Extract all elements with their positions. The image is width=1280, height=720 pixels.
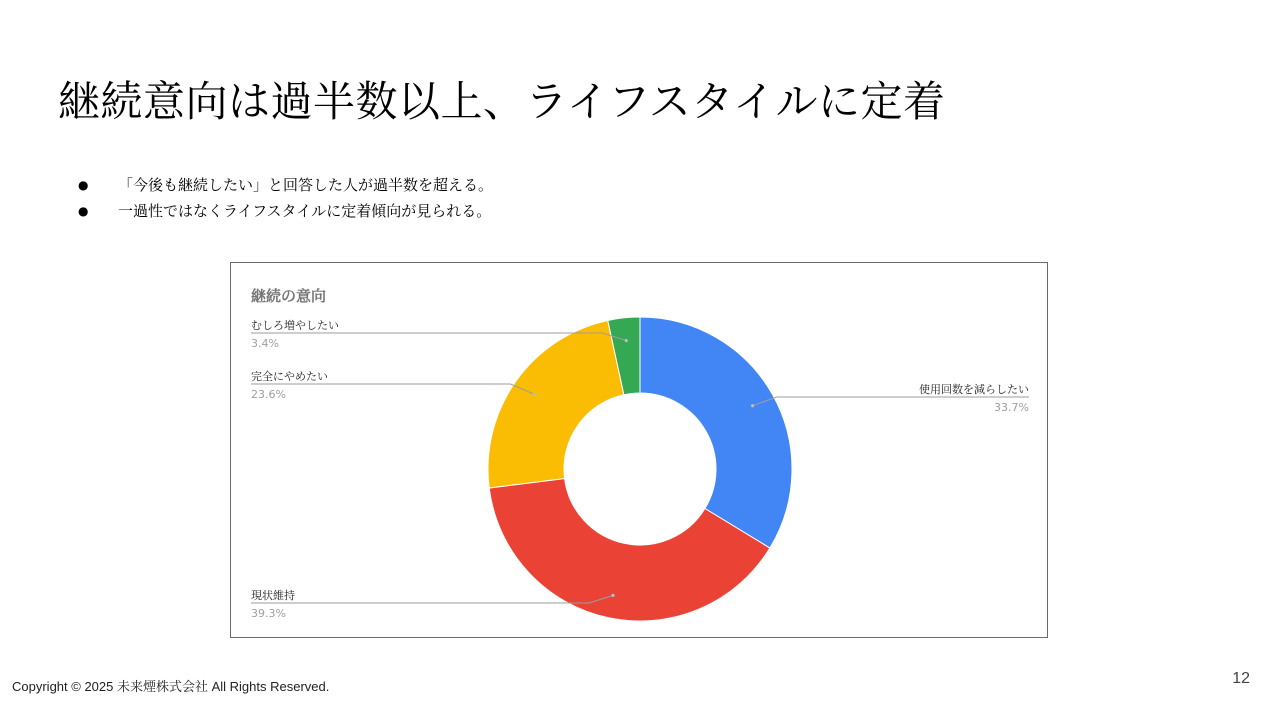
slice-label: 現状維持 — [251, 589, 295, 602]
chart-title: 継続の意向 — [251, 287, 327, 305]
bullet-text: 「今後も継続したい」と回答した人が過半数を超える。 — [118, 176, 494, 194]
slice-value-label: 23.6% — [251, 388, 286, 401]
slice-value-label: 39.3% — [251, 607, 286, 620]
slice-label: むしろ増やしたい — [251, 319, 339, 332]
bullet-icon: ● — [78, 178, 89, 192]
bullet-icon: ● — [78, 204, 89, 218]
page-number: 12 — [1232, 670, 1250, 687]
label-leader-line — [251, 384, 536, 396]
bullet-item — [78, 172, 493, 198]
footer-copyright: Copyright © 2025 未来煙株式会社 All Rights Reserved. — [12, 679, 330, 694]
slide-title: 継続意向は過半数以上、ライフスタイルに定着 — [58, 77, 946, 126]
donut-slice — [488, 320, 624, 488]
bullet-list — [78, 172, 493, 224]
chart-frame — [230, 262, 1048, 638]
donut-slice — [640, 317, 792, 548]
slice-value-label: 33.7% — [994, 401, 1029, 414]
slice-label: 使用回数を減らしたい — [919, 383, 1029, 396]
donut-chart — [231, 263, 1049, 639]
label-leader-line — [751, 397, 1029, 407]
slice-value-label: 3.4% — [251, 337, 279, 350]
bullet-item — [78, 198, 493, 224]
bullet-text: 一過性ではなくライフスタイルに定着傾向が見られる。 — [118, 202, 492, 220]
slice-label: 完全にやめたい — [251, 370, 328, 383]
